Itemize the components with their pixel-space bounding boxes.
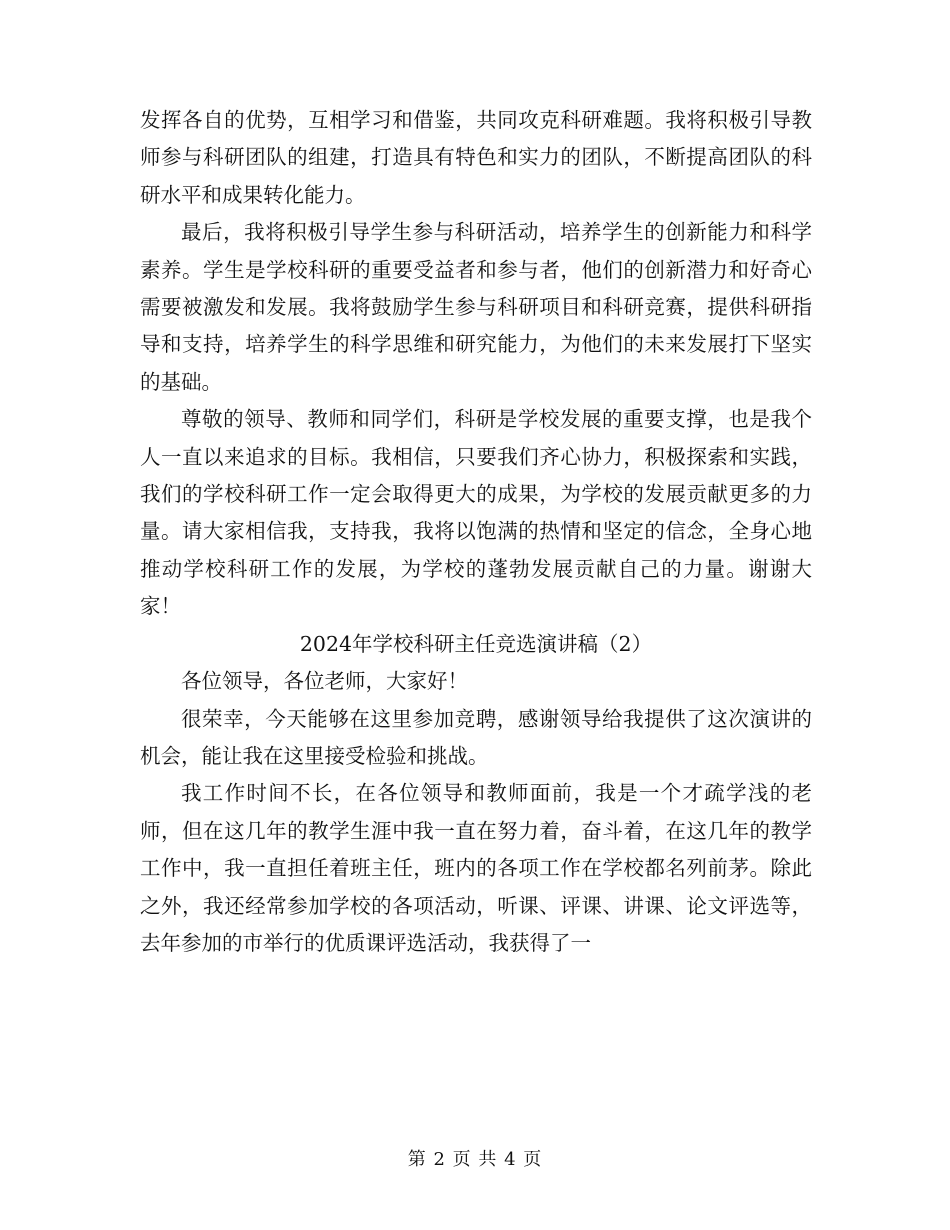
section-title: 2024年学校科研主任竞选演讲稿（2） <box>299 631 653 656</box>
paragraph-greeting: 各位领导，各位老师，大家好！ <box>181 669 468 694</box>
paragraph-closing: 尊敬的领导、教师和同学们，科研是学校发展的重要支撑，也是我个人一直以来追求的目标。我相信，只要我们齐心协力，积极探索和实践，我们的学校科研工作一定会取得更大的成果，为学校的发展贡献更多的力量。请大家相信我，支持我，我将以饱满的热情和坚定的信念，全身心地推动学校科研工作的发展，为学校的蓬勃发展贡献自己的力量。谢谢大家！ <box>140 407 812 619</box>
paragraph-continuation: 发挥各自的优势，互相学习和借鉴，共同攻克科研难题。我将积极引导教师参与科研团队的组建，打造具有特色和实力的团队，不断提高团队的科研水平和成果转化能力。 <box>140 108 812 207</box>
paragraph-finally: 最后，我将积极引导学生参与科研活动，培养学生的创新能力和科学素养。学生是学校科研的重要受益者和参与者，他们的创新潜力和好奇心需要被激发和发展。我将鼓励学生参与科研项目和科研竞赛，提供科研指导和支持，培养学生的科学思维和研究能力，为他们的未来发展打下坚实的基础。 <box>140 220 812 394</box>
page-number-footer: 第 2 页 共 4 页 <box>407 1149 543 1170</box>
paragraph-thanks: 很荣幸，今天能够在这里参加竞聘，感谢领导给我提供了这次演讲的机会，能让我在这里接受检验和挑战。 <box>140 706 812 768</box>
paragraph-experience: 我工作时间不长，在各位领导和教师面前，我是一个才疏学浅的老师，但在这几年的教学生涯中我一直在努力着，奋斗着，在这几年的教学工作中，我一直担任着班主任，班内的各项工作在学校都名列前茅。除此之外，我还经常参加学校的各项活动，听课、评课、讲课、论文评选等，去年参加的市举行的优质课评选活动，我获得了一 <box>140 781 812 955</box>
document-body <box>140 102 812 962</box>
